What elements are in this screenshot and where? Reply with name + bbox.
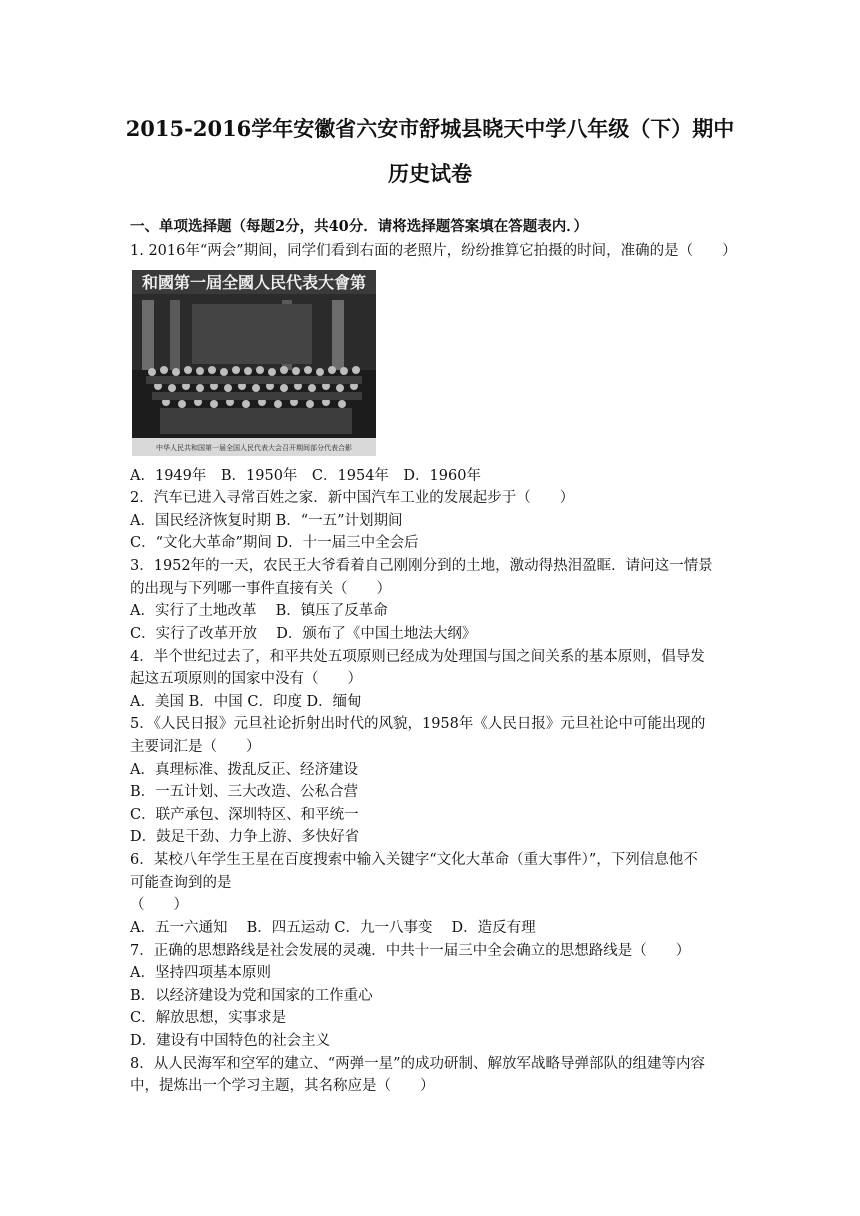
question-5-option-b: B．一五计划、三大改造、公私合营 [130,784,359,800]
question-7-option-a: A．坚持四项基本原则 [130,965,271,981]
question-4-stem: 4．半个世纪过去了，和平共处五项原则已经成为处理国与国之间关系的基本原则，倡导发 [130,649,705,665]
question-5-stem: 5．《人民日报》元旦社论折射出时代的风貌，1958年《人民日报》元旦社论中可能出现的 [130,716,706,732]
photo-caption: 中华人民共和国第一届全国人民代表大会召开期间部分代表合影 [156,444,352,452]
question-2-options-ab: A．国民经济恢复时期 B．“一五”计划期间 [130,513,403,529]
question-6-stem-cont: 可能查询到的是 [130,875,232,891]
question-3-options-ab: A．实行了土地改革 B．镇压了反革命 [130,603,388,619]
question-4-options: A．美国 B．中国 C．印度 D．缅甸 [130,694,362,710]
exam-title-line-2: 历史试卷 [388,161,472,186]
section-heading: 一、单项选择题（每题2分，共40分．请将选择题答案填在答题表内．） [130,218,589,235]
question-7-option-d: D．建设有中国特色的社会主义 [130,1033,331,1049]
question-7-option-b: B．以经济建设为党和国家的工作重心 [130,988,373,1004]
question-1-options: A．1949年 B．1950年 C．1954年 D．1960年 [130,468,481,484]
historic-photo [132,270,376,456]
question-8-stem: 8．从人民海军和空军的建立、“两弹一星”的成功研制、解放军战略导弹部队的组建等内容 [130,1056,706,1072]
question-5-option-d: D．鼓足干劲、力争上游、多快好省 [130,829,360,845]
question-6-stem: 6．某校八年学生王星在百度搜索中输入关键字“文化大革命（重大事件）”，下列信息他不 [130,852,698,868]
question-5-option-c: C．联产承包、深圳特区、和平统一 [130,807,359,823]
question-3-options-cd: C．实行了改革开放 D．颁布了《中国土地法大纲》 [130,626,477,642]
question-2-options-cd: C．“文化大革命”期间 D．十一届三中全会后 [130,535,419,551]
question-8-stem-cont: 中，提炼出一个学习主题，其名称应是（ ） [130,1078,435,1094]
photo-banner-text: 和國第一屆全國人民代表大會第 [141,273,367,292]
question-3-stem: 3．1952年的一天，农民王大爷看着自己刚刚分到的土地，激动得热泪盈眶．请问这一情景 [130,558,713,574]
question-7-option-c: C．解放思想，实事求是 [130,1010,287,1026]
question-3-stem-cont: 的出现与下列哪一事件直接有关（ ） [130,581,391,597]
question-2-stem: 2．汽车已进入寻常百姓之家．新中国汽车工业的发展起步于（ ） [130,490,575,506]
question-4-stem-cont: 起这五项原则的国家中没有（ ） [130,671,362,687]
question-5-option-a: A．真理标准、拨乱反正、经济建设 [130,762,358,778]
exam-title-line-1: 2015-2016学年安徽省六安市舒城县晓天中学八年级（下）期中 [125,116,735,141]
question-6-blank: （ ） [130,897,188,913]
question-5-stem-cont: 主要词汇是（ ） [130,739,261,755]
question-6-options: A．五一六通知 B．四五运动 C．九一八事变 D．造反有理 [130,920,536,936]
question-1-stem: 1. 2016年“两会”期间，同学们看到右面的老照片，纷纷推算它拍摄的时间，准确的是（ ） [130,243,737,259]
question-7-stem: 7．正确的思想路线是社会发展的灵魂．中共十一届三中全会确立的思想路线是（ ） [130,943,691,959]
